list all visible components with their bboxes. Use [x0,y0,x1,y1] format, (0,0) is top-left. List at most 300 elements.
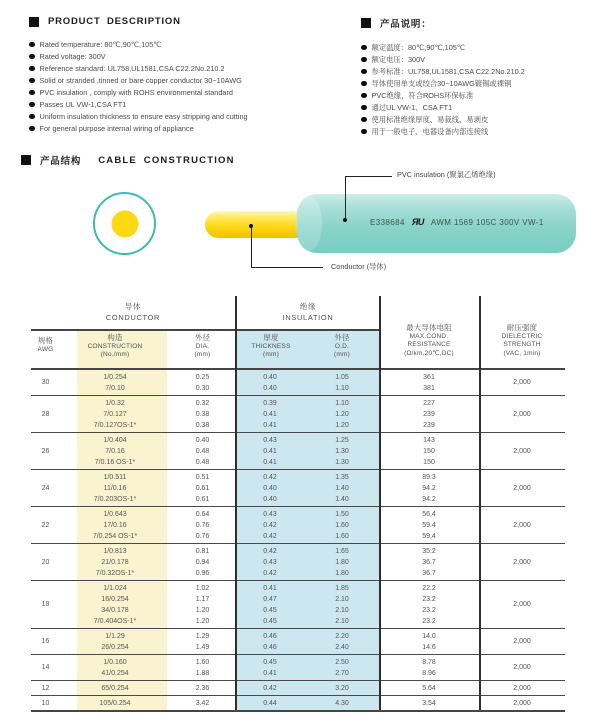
header-line: 耐压强度 [506,323,538,332]
cell-value: 0.64 [195,510,210,518]
bullet-text: 额定温度：80℃,90℃,105℃ [371,43,466,52]
cell-value: 227 [423,399,435,407]
ul-recognized-icon: ЯU [411,217,424,227]
cell-value: 7/0.404OS-1* [93,617,137,625]
table-row-awg-24 [31,469,565,506]
bullet-icon [361,69,367,75]
cell-value: 2.70 [335,669,349,677]
bullet-text: For general purpose internal wiring of appliance [39,124,194,133]
bullet-icon [29,102,35,108]
cell-thickness [235,631,305,653]
cell-dia [170,435,235,468]
header-dia [170,334,235,360]
cell-value: 1.49 [195,643,210,651]
bullet-text: 导体使用单支或绞合30~10AWG镀锡或裸铜 [371,79,512,88]
bullet-item [361,115,603,127]
cell-value: 1.80 [335,569,349,577]
cell-value: 12 [41,684,50,692]
cell-value: 1.05 [335,373,349,381]
cell-od [305,657,379,679]
cell-value: 2,000 [513,699,531,707]
cell-resistance [379,657,479,679]
cell-value: 0.41 [263,584,277,592]
cell-value: 0.32 [195,399,210,407]
bullet-text: 参考标准：UL758,UL1581,CSA C22.2No.210.2 [371,67,525,76]
header-line: (mm) [334,351,350,358]
cell-value: 1.30 [335,458,349,466]
cell-value: 0.40 [263,484,277,492]
construction-title-zh: 产品结构 [40,156,82,167]
cell-value: 30 [41,379,50,386]
insulation-leader-line-v [345,176,346,221]
cell-value: 1/0.32 [105,399,125,407]
bullet-icon [29,66,35,72]
header-line: CONSTRUCTION [87,342,143,350]
cell-value: 7/0.127OS-1* [93,421,137,429]
header-line: 最大导体电阻 [406,323,452,332]
cell-value: 0.61 [195,495,210,503]
table-row-awg-10 [31,695,565,710]
header-line: 绝缘 [299,302,317,311]
cell-resistance [379,372,479,394]
cell-value: 0.43 [263,510,277,518]
cell-value: 2.40 [335,643,349,651]
header-line: 导体 [124,302,142,311]
table-row-awg-26 [31,432,565,469]
cell-value: 0.30 [195,384,210,392]
cell-value: 1.25 [335,436,349,444]
header-line: (Ω/km,20℃,DC) [404,349,454,357]
cell-od [305,631,379,653]
cell-value: 10 [41,699,50,707]
cell-value: 22.2 [422,584,436,592]
cell-value: 24 [41,484,50,492]
cell-value: 0.94 [195,558,210,566]
cell-value: 1.30 [335,447,349,455]
header-od [305,334,379,360]
cell-awg [31,509,60,542]
cell-value: 8.96 [422,669,436,677]
cell-value: 7/0.127 [103,410,127,418]
cell-value: 7/0.254 OS-1* [92,532,138,540]
table-row-awg-30 [31,370,565,395]
cell-value: 1/1.024 [103,584,127,592]
cell-value: 0.38 [195,410,210,418]
header-line: RESISTANCE [407,341,451,348]
cell-resistance [379,583,479,627]
header-line: INSULATION [282,313,334,322]
cell-value: 2,000 [513,684,531,692]
cell-dielectric [479,631,565,653]
cell-construction [60,546,170,579]
square-bullet-icon [361,18,371,28]
cell-dielectric [479,546,565,579]
cell-value: 14.6 [422,643,436,651]
cell-value: 7/0.16 [105,447,125,455]
cell-value: 1/1.29 [105,632,125,640]
cell-value: 26 [41,447,50,455]
cell-od [305,435,379,468]
cell-awg [31,372,60,394]
conductor-label: Conductor (导体) [331,262,387,271]
cell-value: 3.20 [335,684,349,692]
column-divider-1 [235,296,237,710]
bullet-icon [361,81,367,87]
cell-value: 3.54 [422,699,436,707]
cell-value: 0.45 [263,617,277,625]
cell-construction [60,472,170,505]
cell-od [305,698,379,709]
square-bullet-icon [29,17,39,27]
table-body [31,370,565,710]
cell-construction [60,435,170,468]
bullet-item [29,76,344,88]
construction-title-en: CABLE CONSTRUCTION [98,154,235,166]
header-line: 外径 [334,333,350,342]
cell-value: 0.41 [263,421,277,429]
cell-value: 1.20 [195,617,210,625]
bullet-icon [29,42,35,48]
column-divider-2 [379,296,381,710]
header-line: O.D. [334,342,350,350]
cell-value: 105/0.254 [99,699,131,707]
cable-construction-heading [21,153,235,167]
cell-value: 2,000 [513,484,531,492]
cell-value: 381 [423,384,435,392]
bullet-icon [29,126,35,132]
cell-awg [31,657,60,679]
cell-od [305,472,379,505]
cell-value: 1.20 [335,410,349,418]
header-group-conductor [31,301,235,323]
cell-awg [31,472,60,505]
cell-dia [170,509,235,542]
bullet-item [361,43,603,55]
cell-value: 7/0.32OS-1* [95,569,135,577]
column-divider-3 [479,296,481,710]
cell-dielectric [479,657,565,679]
cell-value: 56.4 [422,510,436,518]
cell-value: 2,000 [513,521,531,529]
cell-value: 2,000 [513,447,531,455]
cell-construction [60,509,170,542]
bullet-item [29,52,344,64]
cell-value: 59.4 [422,532,436,540]
table-row-awg-28 [31,395,565,432]
bullet-icon [361,57,367,63]
bullet-text: Passes UL VW-1,CSA FT1 [39,100,127,109]
cable-print-marking [370,217,544,227]
cell-value: 0.51 [195,473,210,481]
cell-awg [31,683,60,694]
cell-value: 7/0.16 OS-1* [94,458,136,466]
cell-od [305,583,379,627]
cell-value: 0.25 [195,373,210,381]
table-row-awg-16 [31,628,565,654]
cell-value: 0.41 [263,447,277,455]
bullet-icon [361,129,367,135]
bullet-text: 使用标准绝缘厚度、易裁线、易剥皮 [371,115,489,124]
header-line: CONDUCTOR [105,313,161,322]
cell-value: 23.2 [422,595,436,603]
cell-value: 2,000 [513,638,531,645]
bullet-text: Uniform insulation thickness to ensure easy stripping and cutting [39,112,248,121]
cell-value: 1.60 [335,532,349,540]
cell-value: 11/0.16 [103,484,127,492]
cell-value: 22 [41,521,50,529]
cell-awg [31,631,60,653]
cell-value: 0.45 [263,606,277,614]
cell-value: 1.85 [335,584,349,592]
cell-dia [170,683,235,694]
cell-thickness [235,372,305,394]
cell-value: 1.17 [195,595,210,603]
cell-value: 17/0.16 [103,521,127,529]
cell-dia [170,583,235,627]
cell-value: 0.48 [195,447,210,455]
cell-construction [60,657,170,679]
bullet-icon [361,105,367,111]
cell-thickness [235,398,305,431]
cell-thickness [235,509,305,542]
cell-resistance [379,683,479,694]
cell-value: 1.60 [195,658,210,666]
bullet-text: Solid or stranded ,tinned or bare copper conductor 30~10AWG [39,76,242,85]
cell-value: 150 [423,447,435,455]
bullet-text: 用于一般电子、电器设备内部连接线 [371,127,489,136]
cell-dielectric [479,583,565,627]
cell-value: 239 [423,421,435,429]
cell-value: 1.10 [335,399,349,407]
cell-value: 361 [423,373,435,381]
header-line: 外径 [194,333,211,342]
cell-value: 1/0.404 [103,436,127,444]
cell-value: 1.80 [335,558,349,566]
cell-awg [31,546,60,579]
cell-value: 16 [41,638,50,645]
cell-value: 0.41 [263,669,277,677]
cell-dielectric [479,698,565,709]
cell-resistance [379,509,479,542]
cell-value: 0.46 [263,643,277,651]
bullet-icon [29,54,35,60]
cell-thickness [235,546,305,579]
bullet-text: Rated voltage: 300V [39,52,106,61]
cable-cross-section [93,192,156,255]
bullet-item [29,64,344,76]
cell-value: 2,000 [513,601,531,608]
cell-value: 23.2 [422,606,436,614]
cell-dielectric [479,683,565,694]
cell-value: 2.10 [335,606,349,614]
header-awg [31,337,60,354]
cell-value: 0.47 [263,595,277,603]
cell-value: 14 [41,664,50,671]
cell-value: 94.2 [422,495,436,503]
cell-value: 0.96 [195,569,210,577]
insulation-label: PVC insulation (聚氯乙烯绝缘) [397,170,496,179]
cell-value: 8.78 [422,658,436,666]
cell-value: 3.42 [195,699,210,707]
conductor-group-underline [31,329,235,331]
cell-value: 1.60 [335,521,349,529]
cell-value: 1/0.160 [103,658,127,666]
table-row-awg-22 [31,506,565,543]
cell-value: 2.10 [335,595,349,603]
cell-value: 35.2 [422,547,436,555]
cell-value: 0.40 [263,373,277,381]
cell-value: 1/0.813 [103,547,127,555]
bullet-icon [29,90,35,96]
cell-value: 41/0.254 [101,669,129,677]
header-construction [60,334,170,360]
cell-value: 1.20 [335,421,349,429]
cell-value: 0.42 [263,684,277,692]
bullet-item [29,88,344,100]
cell-od [305,683,379,694]
cell-value: 0.40 [195,436,210,444]
cell-value: 18 [41,601,50,608]
cell-value: 26/0.254 [101,643,129,651]
bullet-icon [361,117,367,123]
cable-print-file-number: E338684 [370,217,405,227]
conductor-leader-dot [249,224,253,228]
header-dielectric [479,324,565,358]
product-description-zh [361,16,603,139]
conductor-cross-section [111,210,138,237]
bullet-item [361,127,603,139]
cell-thickness [235,472,305,505]
cell-construction [60,398,170,431]
cell-value: 0.40 [263,384,277,392]
bullet-icon [361,45,367,51]
cell-resistance [379,698,479,709]
product-description-list-en [29,40,344,136]
cell-value: 65/0.254 [101,684,129,692]
bullet-text: 额定电压：300V [371,55,426,64]
cell-value: 2.20 [335,632,349,640]
cell-value: 89.3 [422,473,436,481]
bullet-icon [29,114,35,120]
cell-dia [170,698,235,709]
cell-value: 0.42 [263,569,277,577]
cell-value: 23.2 [422,617,436,625]
header-line: MAX.COND. [409,332,449,340]
bullet-icon [361,93,367,99]
header-line: 规格 [37,336,54,345]
cell-value: 0.48 [195,458,210,466]
cell-value: 0.42 [263,473,277,481]
square-bullet-icon [21,155,31,165]
cell-od [305,372,379,394]
cell-resistance [379,398,479,431]
cell-value: 1.65 [335,547,349,555]
cell-value: 21/0.178 [101,558,129,566]
cell-value: 0.76 [195,521,210,529]
header-line: THICKNESS [251,342,291,350]
cell-value: 2,000 [513,379,531,386]
bullet-item [361,67,603,79]
cell-value: 28 [41,410,50,418]
cell-value: 2,000 [513,558,531,566]
bullet-text: PVC insulation , comply with ROHS environmental standard [39,88,233,97]
cell-value: 1.40 [335,495,349,503]
cell-value: 94.2 [422,484,436,492]
cell-value: 0.76 [195,532,210,540]
cell-value: 0.40 [263,495,277,503]
insulation-leader-line-h [345,176,392,177]
cell-dia [170,398,235,431]
insulation-group-underline [237,329,379,331]
cell-resistance [379,546,479,579]
cell-value: 14.0 [422,632,436,640]
header-thickness [237,334,305,360]
cell-thickness [235,583,305,627]
cell-thickness [235,698,305,709]
cable-print-rating: AWM 1569 105C 300V VW-1 [430,217,544,227]
table-row-awg-18 [31,580,565,628]
cell-value: 1.40 [335,484,349,492]
bullet-item [29,100,344,112]
cell-resistance [379,435,479,468]
product-description-zh-title: 产品说明： [380,19,432,30]
cell-value: 1.35 [335,473,349,481]
cell-value: 1/0.643 [103,510,127,518]
cell-value: 1.10 [335,384,349,392]
bullet-text: Reference standard: UL758,UL1581,CSA C22.2No.210.2 [39,64,225,73]
cell-construction [60,583,170,627]
cell-value: 143 [423,436,435,444]
cell-thickness [235,657,305,679]
cell-value: 5.64 [422,684,436,692]
table-row-awg-12 [31,680,565,695]
cell-value: 1.50 [335,510,349,518]
cell-value: 36.7 [422,558,436,566]
cell-value: 2.10 [335,617,349,625]
cell-value: 0.38 [195,421,210,429]
insulation-leader-dot [343,218,347,222]
cell-value: 1.29 [195,632,210,640]
bullet-item [361,79,603,91]
bullet-item [361,91,603,103]
cell-value: 1.02 [195,584,210,592]
cell-value: 2.50 [335,658,349,666]
header-line: (VAC, 1min) [503,349,541,357]
cell-awg [31,698,60,709]
cell-value: 1/0.254 [103,373,127,381]
table-row-awg-14 [31,654,565,680]
product-description-list-zh [361,43,603,139]
cell-value: 0.42 [263,532,277,540]
bullet-text: Rated temperature: 80℃,90℃,105℃ [39,40,162,49]
conductor-leader-line-v [251,227,252,268]
cell-awg [31,435,60,468]
cell-value: 0.81 [195,547,210,555]
cell-value: 1.88 [195,669,210,677]
cell-construction [60,372,170,394]
cell-dia [170,372,235,394]
conductor-leader-line-h [251,267,323,268]
cell-value: 4.30 [335,699,349,707]
cell-dielectric [479,398,565,431]
cell-dia [170,472,235,505]
cable-end-face [296,196,322,251]
cell-dia [170,546,235,579]
cell-value: 20 [41,558,50,566]
bullet-text: PVC绝缘，符合ROHS环保标准 [371,91,474,100]
bullet-item [29,40,344,52]
cell-value: 1/0.511 [103,473,127,481]
